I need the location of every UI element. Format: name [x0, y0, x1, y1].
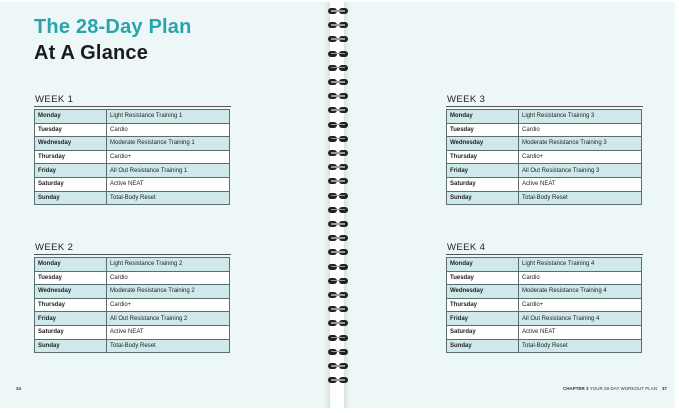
day-cell: Thursday [35, 298, 107, 312]
spiral-coil [326, 235, 350, 241]
table-row [447, 325, 642, 339]
activity-cell: All Out Resistance Training 2 [107, 312, 230, 326]
activity-cell: Cardio+ [107, 150, 230, 164]
week-label: WEEK 4 [446, 242, 643, 255]
right-page-footer [563, 386, 667, 391]
spiral-binding [326, 8, 350, 396]
table-row [35, 325, 230, 339]
table-row [447, 339, 642, 353]
spiral-coil [326, 79, 350, 85]
table-row [35, 285, 230, 299]
day-cell: Friday [35, 164, 107, 178]
day-cell: Saturday [35, 325, 107, 339]
spiral-coil [326, 51, 350, 57]
table-row [35, 191, 230, 205]
spiral-coil [326, 193, 350, 199]
activity-cell: Cardio [107, 123, 230, 137]
day-cell: Thursday [447, 298, 519, 312]
day-cell: Monday [447, 258, 519, 272]
table-row [447, 258, 642, 272]
activity-cell: All Out Resistance Training 3 [519, 164, 642, 178]
activity-cell: Total-Body Reset [107, 191, 230, 205]
spiral-coil [326, 207, 350, 213]
week-3-table [446, 109, 642, 205]
spiral-coil [326, 8, 350, 14]
day-cell: Sunday [447, 339, 519, 353]
activity-cell: Light Resistance Training 2 [107, 258, 230, 272]
activity-cell: Cardio+ [107, 298, 230, 312]
table-row [35, 258, 230, 272]
spiral-coil [326, 164, 350, 170]
chapter-title: YOUR 28-DAY WORKOUT PLAN [589, 386, 657, 391]
activity-cell: Moderate Resistance Training 2 [107, 285, 230, 299]
table-row [35, 123, 230, 137]
day-cell: Wednesday [447, 285, 519, 299]
table-row [447, 298, 642, 312]
spiral-coil [326, 320, 350, 326]
day-cell: Monday [35, 110, 107, 124]
day-cell: Sunday [35, 191, 107, 205]
right-page [344, 2, 675, 408]
day-cell: Saturday [447, 325, 519, 339]
day-cell: Wednesday [35, 137, 107, 151]
table-row [35, 298, 230, 312]
activity-cell: Light Resistance Training 4 [519, 258, 642, 272]
page-title-line1: The 28-Day Plan [34, 16, 192, 38]
spiral-coil [326, 178, 350, 184]
activity-cell: Active NEAT [519, 325, 642, 339]
activity-cell: Moderate Resistance Training 1 [107, 137, 230, 151]
week-label: WEEK 3 [446, 94, 643, 107]
table-row [35, 271, 230, 285]
table-row [447, 150, 642, 164]
table-row [447, 285, 642, 299]
spiral-coil [326, 349, 350, 355]
week-4-section [446, 242, 643, 353]
day-cell: Monday [35, 258, 107, 272]
spiral-coil [326, 65, 350, 71]
spiral-coil [326, 249, 350, 255]
week-label: WEEK 2 [34, 242, 231, 255]
table-row [35, 177, 230, 191]
activity-cell: Cardio [107, 271, 230, 285]
day-cell: Thursday [35, 150, 107, 164]
activity-cell: Total-Body Reset [107, 339, 230, 353]
spiral-coil [326, 306, 350, 312]
week-2-section [34, 242, 231, 353]
activity-cell: Light Resistance Training 1 [107, 110, 230, 124]
left-page-number: 34 [16, 386, 22, 391]
table-row [35, 339, 230, 353]
week-2-table [34, 257, 230, 353]
left-page [0, 2, 330, 408]
activity-cell: Total-Body Reset [519, 339, 642, 353]
activity-cell: Active NEAT [107, 177, 230, 191]
week-label: WEEK 1 [34, 94, 231, 107]
day-cell: Sunday [35, 339, 107, 353]
spiral-coil [326, 93, 350, 99]
spiral-coil [326, 150, 350, 156]
day-cell: Tuesday [447, 271, 519, 285]
page-title-line2: At A Glance [34, 42, 149, 64]
spiral-coil [326, 22, 350, 28]
day-cell: Friday [447, 164, 519, 178]
activity-cell: Total-Body Reset [519, 191, 642, 205]
activity-cell: Cardio [519, 123, 642, 137]
spiral-coil [326, 278, 350, 284]
table-row [35, 137, 230, 151]
activity-cell: Light Resistance Training 3 [519, 110, 642, 124]
spiral-coil [326, 122, 350, 128]
activity-cell: All Out Resistance Training 4 [519, 312, 642, 326]
spiral-coil [326, 221, 350, 227]
spiral-coil [326, 377, 350, 383]
day-cell: Tuesday [35, 271, 107, 285]
activity-cell: All Out Resistance Training 1 [107, 164, 230, 178]
day-cell: Friday [35, 312, 107, 326]
day-cell: Tuesday [447, 123, 519, 137]
table-row [447, 312, 642, 326]
spiral-coil [326, 36, 350, 42]
table-row [447, 164, 642, 178]
spiral-coil [326, 136, 350, 142]
week-3-section [446, 94, 643, 205]
spiral-coil [326, 264, 350, 270]
table-row [447, 177, 642, 191]
activity-cell: Active NEAT [107, 325, 230, 339]
day-cell: Tuesday [35, 123, 107, 137]
table-row [35, 164, 230, 178]
day-cell: Sunday [447, 191, 519, 205]
activity-cell: Moderate Resistance Training 4 [519, 285, 642, 299]
chapter-label: CHAPTER 3 [563, 386, 589, 391]
activity-cell: Cardio [519, 271, 642, 285]
day-cell: Thursday [447, 150, 519, 164]
day-cell: Saturday [447, 177, 519, 191]
activity-cell: Cardio+ [519, 298, 642, 312]
day-cell: Wednesday [35, 285, 107, 299]
table-row [447, 137, 642, 151]
week-1-table [34, 109, 230, 205]
table-row [447, 123, 642, 137]
spiral-coil [326, 107, 350, 113]
spiral-coil [326, 335, 350, 341]
table-row [447, 110, 642, 124]
activity-cell: Active NEAT [519, 177, 642, 191]
spiral-coil [326, 363, 350, 369]
week-1-section [34, 94, 231, 205]
week-4-table [446, 257, 642, 353]
activity-cell: Cardio+ [519, 150, 642, 164]
spiral-coil [326, 292, 350, 298]
day-cell: Monday [447, 110, 519, 124]
day-cell: Saturday [35, 177, 107, 191]
day-cell: Friday [447, 312, 519, 326]
table-row [35, 110, 230, 124]
table-row [447, 191, 642, 205]
table-row [35, 312, 230, 326]
table-row [35, 150, 230, 164]
activity-cell: Moderate Resistance Training 3 [519, 137, 642, 151]
table-row [447, 271, 642, 285]
day-cell: Wednesday [447, 137, 519, 151]
right-page-number: 37 [661, 386, 667, 391]
